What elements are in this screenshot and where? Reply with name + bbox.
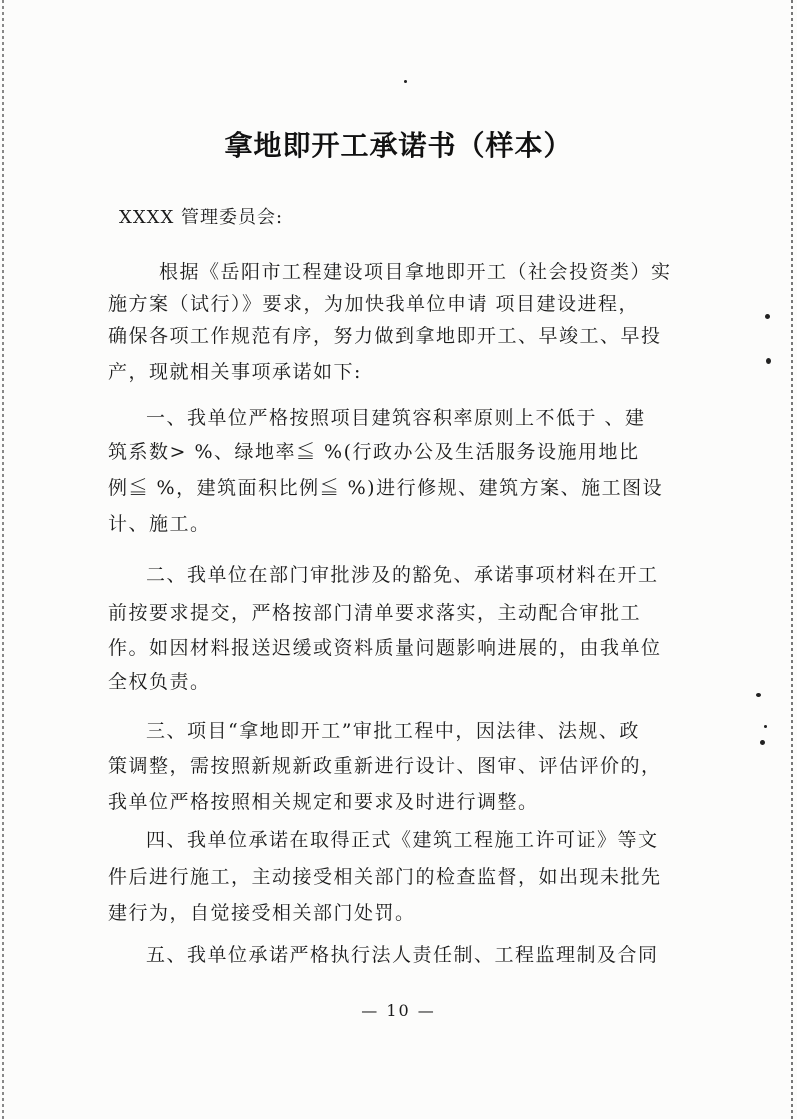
body-line: 二、我单位在部门审批涉及的豁免、承诺事项材料在开工 (146, 564, 659, 586)
body-line: 策调整，需按照新规新政重新进行设计、图审、评估评价的， (108, 755, 662, 777)
body-line: 作。如因材料报送迟缓或资料质量问题影响进展的，由我单位 (108, 637, 662, 659)
scan-speck (764, 725, 767, 728)
salutation: XXXX 管理委员会: (119, 207, 284, 228)
body-line: 三、项目“拿地即开工”审批工程中，因法律、法规、政 (146, 720, 640, 742)
scan-edge-right (791, 0, 793, 1119)
scan-speck (766, 358, 771, 364)
body-line: 产，现就相关事项承诺如下: (108, 361, 362, 383)
body-line: 筑系数> %、绿地率≦ %(行政办公及生活服务设施用地比 (108, 441, 640, 463)
body-line: 全权负责。 (108, 671, 211, 693)
body-line: 建行为，自觉接受相关部门处罚。 (108, 902, 416, 924)
body-line: 施方案（试行）》要求，为加快我单位申请 项目建设进程， (108, 293, 640, 315)
body-line: 前按要求提交，严格按部门清单要求落实，主动配合审批工 (108, 602, 642, 624)
scan-edge-left (2, 0, 4, 1119)
scan-speck (404, 80, 407, 83)
body-line: 四、我单位承诺在取得正式《建筑工程施工许可证》等文 (146, 829, 659, 851)
scan-speck (760, 740, 765, 745)
body-line: 例≦ %，建筑面积比例≦ %)进行修规、建筑方案、施工图设 (108, 477, 664, 499)
body-line: 根据《岳阳市工程建设项目拿地即开工（社会投资类）实 (159, 261, 672, 283)
scan-speck (756, 693, 761, 697)
document-title: 拿地即开工承诺书（样本） (224, 129, 573, 162)
page-number: — 10 — (361, 1001, 436, 1020)
body-line: 件后进行施工，主动接受相关部门的检查监督，如出现未批先 (108, 866, 662, 888)
body-line: 五、我单位承诺严格执行法人责任制、工程监理制及合同 (146, 944, 659, 966)
body-line: 我单位严格按照相关规定和要求及时进行调整。 (108, 791, 539, 813)
body-line: 计、施工。 (108, 513, 211, 535)
body-line: 一、我单位严格按照项目建筑容积率原则上不低于 、建 (146, 407, 646, 429)
scan-speck (765, 314, 770, 319)
body-line: 确保各项工作规范有序，努力做到拿地即开工、早竣工、早投 (108, 325, 662, 347)
